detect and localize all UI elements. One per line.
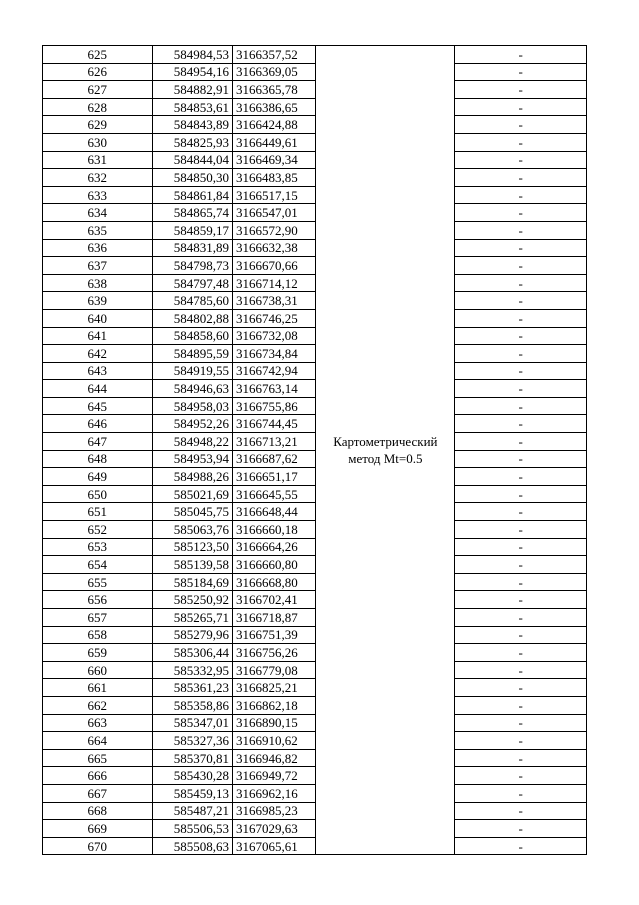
x-coordinate-cell: 585184,69 <box>152 573 232 591</box>
point-number-cell: 668 <box>43 802 153 820</box>
x-coordinate-cell: 584802,88 <box>152 309 232 327</box>
y-coordinate-cell: 3166718,87 <box>233 609 316 627</box>
table-row <box>43 63 587 81</box>
y-coordinate-cell: 3166744,45 <box>233 415 316 433</box>
y-coordinate-cell: 3166660,80 <box>233 556 316 574</box>
point-number-cell: 636 <box>43 239 153 257</box>
point-number-cell: 666 <box>43 767 153 785</box>
accuracy-cell: - <box>455 433 587 451</box>
point-number-cell: 652 <box>43 521 153 539</box>
table-row <box>43 397 587 415</box>
accuracy-cell: - <box>455 573 587 591</box>
accuracy-cell: - <box>455 345 587 363</box>
x-coordinate-cell: 585347,01 <box>152 714 232 732</box>
y-coordinate-cell: 3166738,31 <box>233 292 316 310</box>
table-row <box>43 696 587 714</box>
y-coordinate-cell: 3166825,21 <box>233 679 316 697</box>
point-number-cell: 664 <box>43 732 153 750</box>
table-row <box>43 521 587 539</box>
point-number-cell: 656 <box>43 591 153 609</box>
point-number-cell: 642 <box>43 345 153 363</box>
accuracy-cell: - <box>455 767 587 785</box>
point-number-cell: 644 <box>43 380 153 398</box>
point-number-cell: 651 <box>43 503 153 521</box>
y-coordinate-cell: 3166862,18 <box>233 696 316 714</box>
x-coordinate-cell: 584988,26 <box>152 468 232 486</box>
x-coordinate-cell: 584946,63 <box>152 380 232 398</box>
accuracy-cell: - <box>455 186 587 204</box>
y-coordinate-cell: 3166962,16 <box>233 784 316 802</box>
point-number-cell: 647 <box>43 433 153 451</box>
table-row <box>43 573 587 591</box>
table-row <box>43 151 587 169</box>
y-coordinate-cell: 3166779,08 <box>233 661 316 679</box>
y-coordinate-cell: 3166547,01 <box>233 204 316 222</box>
table-row <box>43 450 587 468</box>
table-row <box>43 133 587 151</box>
y-coordinate-cell: 3167029,63 <box>233 820 316 838</box>
x-coordinate-cell: 584958,03 <box>152 397 232 415</box>
x-coordinate-cell: 584858,60 <box>152 327 232 345</box>
table-row <box>43 591 587 609</box>
x-coordinate-cell: 585327,36 <box>152 732 232 750</box>
accuracy-cell: - <box>455 327 587 345</box>
y-coordinate-cell: 3166756,26 <box>233 644 316 662</box>
coordinates-table-body <box>43 46 587 855</box>
point-number-cell: 654 <box>43 556 153 574</box>
table-row <box>43 468 587 486</box>
x-coordinate-cell: 585063,76 <box>152 521 232 539</box>
y-coordinate-cell: 3166651,17 <box>233 468 316 486</box>
y-coordinate-cell: 3166732,08 <box>233 327 316 345</box>
table-row <box>43 239 587 257</box>
y-coordinate-cell: 3166424,88 <box>233 116 316 134</box>
point-number-cell: 669 <box>43 820 153 838</box>
y-coordinate-cell: 3166386,65 <box>233 98 316 116</box>
accuracy-cell: - <box>455 63 587 81</box>
accuracy-cell: - <box>455 556 587 574</box>
accuracy-cell: - <box>455 503 587 521</box>
point-number-cell: 663 <box>43 714 153 732</box>
point-number-cell: 635 <box>43 221 153 239</box>
x-coordinate-cell: 584952,26 <box>152 415 232 433</box>
x-coordinate-cell: 585250,92 <box>152 591 232 609</box>
accuracy-cell: - <box>455 749 587 767</box>
table-row <box>43 661 587 679</box>
y-coordinate-cell: 3166763,14 <box>233 380 316 398</box>
table-row <box>43 784 587 802</box>
accuracy-cell: - <box>455 521 587 539</box>
accuracy-cell: - <box>455 397 587 415</box>
point-number-cell: 637 <box>43 257 153 275</box>
x-coordinate-cell: 584865,74 <box>152 204 232 222</box>
accuracy-cell: - <box>455 362 587 380</box>
point-number-cell: 628 <box>43 98 153 116</box>
point-number-cell: 661 <box>43 679 153 697</box>
x-coordinate-cell: 585506,53 <box>152 820 232 838</box>
x-coordinate-cell: 584919,55 <box>152 362 232 380</box>
point-number-cell: 670 <box>43 837 153 855</box>
point-number-cell: 658 <box>43 626 153 644</box>
table-row <box>43 81 587 99</box>
table-row <box>43 274 587 292</box>
point-number-cell: 641 <box>43 327 153 345</box>
point-number-cell: 639 <box>43 292 153 310</box>
x-coordinate-cell: 585459,13 <box>152 784 232 802</box>
y-coordinate-cell: 3166668,80 <box>233 573 316 591</box>
y-coordinate-cell: 3166648,44 <box>233 503 316 521</box>
accuracy-cell: - <box>455 46 587 64</box>
accuracy-cell: - <box>455 784 587 802</box>
x-coordinate-cell: 584948,22 <box>152 433 232 451</box>
table-row <box>43 837 587 855</box>
x-coordinate-cell: 584797,48 <box>152 274 232 292</box>
y-coordinate-cell: 3166985,23 <box>233 802 316 820</box>
table-row <box>43 433 587 451</box>
accuracy-cell: - <box>455 81 587 99</box>
accuracy-cell: - <box>455 292 587 310</box>
x-coordinate-cell: 584825,93 <box>152 133 232 151</box>
point-number-cell: 650 <box>43 485 153 503</box>
table-row <box>43 169 587 187</box>
accuracy-cell: - <box>455 732 587 750</box>
accuracy-cell: - <box>455 538 587 556</box>
table-row <box>43 186 587 204</box>
accuracy-cell: - <box>455 802 587 820</box>
table-row <box>43 749 587 767</box>
y-coordinate-cell: 3166946,82 <box>233 749 316 767</box>
point-number-cell: 648 <box>43 450 153 468</box>
table-row <box>43 802 587 820</box>
y-coordinate-cell: 3166949,72 <box>233 767 316 785</box>
table-row <box>43 327 587 345</box>
x-coordinate-cell: 584953,94 <box>152 450 232 468</box>
method-cell <box>316 46 455 855</box>
y-coordinate-cell: 3167065,61 <box>233 837 316 855</box>
accuracy-cell: - <box>455 274 587 292</box>
y-coordinate-cell: 3166365,78 <box>233 81 316 99</box>
point-number-cell: 657 <box>43 609 153 627</box>
point-number-cell: 630 <box>43 133 153 151</box>
table-row <box>43 292 587 310</box>
x-coordinate-cell: 585279,96 <box>152 626 232 644</box>
accuracy-cell: - <box>455 204 587 222</box>
point-number-cell: 643 <box>43 362 153 380</box>
accuracy-cell: - <box>455 239 587 257</box>
y-coordinate-cell: 3166714,12 <box>233 274 316 292</box>
x-coordinate-cell: 585332,95 <box>152 661 232 679</box>
accuracy-cell: - <box>455 169 587 187</box>
table-row <box>43 503 587 521</box>
accuracy-cell: - <box>455 133 587 151</box>
y-coordinate-cell: 3166664,26 <box>233 538 316 556</box>
accuracy-cell: - <box>455 591 587 609</box>
accuracy-cell: - <box>455 679 587 697</box>
point-number-cell: 640 <box>43 309 153 327</box>
x-coordinate-cell: 584954,16 <box>152 63 232 81</box>
point-number-cell: 660 <box>43 661 153 679</box>
point-number-cell: 665 <box>43 749 153 767</box>
table-row <box>43 380 587 398</box>
table-row <box>43 556 587 574</box>
point-number-cell: 633 <box>43 186 153 204</box>
table-row <box>43 116 587 134</box>
point-number-cell: 632 <box>43 169 153 187</box>
accuracy-cell: - <box>455 820 587 838</box>
y-coordinate-cell: 3166469,34 <box>233 151 316 169</box>
y-coordinate-cell: 3166660,18 <box>233 521 316 539</box>
table-row <box>43 362 587 380</box>
x-coordinate-cell: 585139,58 <box>152 556 232 574</box>
accuracy-cell: - <box>455 309 587 327</box>
y-coordinate-cell: 3166645,55 <box>233 485 316 503</box>
x-coordinate-cell: 585021,69 <box>152 485 232 503</box>
y-coordinate-cell: 3166449,61 <box>233 133 316 151</box>
x-coordinate-cell: 585487,21 <box>152 802 232 820</box>
table-row <box>43 46 587 64</box>
point-number-cell: 625 <box>43 46 153 64</box>
y-coordinate-cell: 3166734,84 <box>233 345 316 363</box>
y-coordinate-cell: 3166632,38 <box>233 239 316 257</box>
point-number-cell: 634 <box>43 204 153 222</box>
table-row <box>43 98 587 116</box>
x-coordinate-cell: 585306,44 <box>152 644 232 662</box>
accuracy-cell: - <box>455 714 587 732</box>
y-coordinate-cell: 3166742,94 <box>233 362 316 380</box>
x-coordinate-cell: 585361,23 <box>152 679 232 697</box>
accuracy-cell: - <box>455 644 587 662</box>
x-coordinate-cell: 584861,84 <box>152 186 232 204</box>
x-coordinate-cell: 585123,50 <box>152 538 232 556</box>
x-coordinate-cell: 585430,28 <box>152 767 232 785</box>
table-row <box>43 538 587 556</box>
table-row <box>43 714 587 732</box>
table-row <box>43 485 587 503</box>
point-number-cell: 649 <box>43 468 153 486</box>
table-row <box>43 309 587 327</box>
y-coordinate-cell: 3166357,52 <box>233 46 316 64</box>
y-coordinate-cell: 3166746,25 <box>233 309 316 327</box>
table-row <box>43 345 587 363</box>
y-coordinate-cell: 3166702,41 <box>233 591 316 609</box>
y-coordinate-cell: 3166369,05 <box>233 63 316 81</box>
coordinates-table <box>42 45 587 855</box>
table-row <box>43 679 587 697</box>
method-line-1: Картометрический <box>333 434 438 450</box>
x-coordinate-cell: 584798,73 <box>152 257 232 275</box>
point-number-cell: 626 <box>43 63 153 81</box>
x-coordinate-cell: 585265,71 <box>152 609 232 627</box>
table-row <box>43 204 587 222</box>
x-coordinate-cell: 584984,53 <box>152 46 232 64</box>
point-number-cell: 653 <box>43 538 153 556</box>
table-row <box>43 644 587 662</box>
accuracy-cell: - <box>455 257 587 275</box>
accuracy-cell: - <box>455 450 587 468</box>
x-coordinate-cell: 585045,75 <box>152 503 232 521</box>
x-coordinate-cell: 584882,91 <box>152 81 232 99</box>
table-row <box>43 626 587 644</box>
x-coordinate-cell: 584831,89 <box>152 239 232 257</box>
accuracy-cell: - <box>455 116 587 134</box>
point-number-cell: 655 <box>43 573 153 591</box>
point-number-cell: 659 <box>43 644 153 662</box>
x-coordinate-cell: 585508,63 <box>152 837 232 855</box>
point-number-cell: 631 <box>43 151 153 169</box>
y-coordinate-cell: 3166483,85 <box>233 169 316 187</box>
x-coordinate-cell: 584859,17 <box>152 221 232 239</box>
method-line-2: метод Mt=0.5 <box>348 451 423 467</box>
accuracy-cell: - <box>455 661 587 679</box>
x-coordinate-cell: 584844,04 <box>152 151 232 169</box>
accuracy-cell: - <box>455 609 587 627</box>
table-row <box>43 257 587 275</box>
y-coordinate-cell: 3166572,90 <box>233 221 316 239</box>
y-coordinate-cell: 3166687,62 <box>233 450 316 468</box>
accuracy-cell: - <box>455 151 587 169</box>
point-number-cell: 627 <box>43 81 153 99</box>
accuracy-cell: - <box>455 415 587 433</box>
point-number-cell: 646 <box>43 415 153 433</box>
table-row <box>43 221 587 239</box>
accuracy-cell: - <box>455 221 587 239</box>
y-coordinate-cell: 3166713,21 <box>233 433 316 451</box>
table-row <box>43 767 587 785</box>
accuracy-cell: - <box>455 696 587 714</box>
point-number-cell: 645 <box>43 397 153 415</box>
x-coordinate-cell: 584850,30 <box>152 169 232 187</box>
y-coordinate-cell: 3166890,15 <box>233 714 316 732</box>
x-coordinate-cell: 584843,89 <box>152 116 232 134</box>
point-number-cell: 662 <box>43 696 153 714</box>
point-number-cell: 667 <box>43 784 153 802</box>
y-coordinate-cell: 3166670,66 <box>233 257 316 275</box>
accuracy-cell: - <box>455 626 587 644</box>
y-coordinate-cell: 3166755,86 <box>233 397 316 415</box>
table-row <box>43 820 587 838</box>
x-coordinate-cell: 584895,59 <box>152 345 232 363</box>
point-number-cell: 629 <box>43 116 153 134</box>
table-row <box>43 609 587 627</box>
table-row <box>43 732 587 750</box>
y-coordinate-cell: 3166751,39 <box>233 626 316 644</box>
accuracy-cell: - <box>455 468 587 486</box>
accuracy-cell: - <box>455 485 587 503</box>
x-coordinate-cell: 584853,61 <box>152 98 232 116</box>
accuracy-cell: - <box>455 98 587 116</box>
table-row <box>43 415 587 433</box>
y-coordinate-cell: 3166517,15 <box>233 186 316 204</box>
accuracy-cell: - <box>455 380 587 398</box>
point-number-cell: 638 <box>43 274 153 292</box>
x-coordinate-cell: 585370,81 <box>152 749 232 767</box>
x-coordinate-cell: 585358,86 <box>152 696 232 714</box>
x-coordinate-cell: 584785,60 <box>152 292 232 310</box>
y-coordinate-cell: 3166910,62 <box>233 732 316 750</box>
accuracy-cell: - <box>455 837 587 855</box>
